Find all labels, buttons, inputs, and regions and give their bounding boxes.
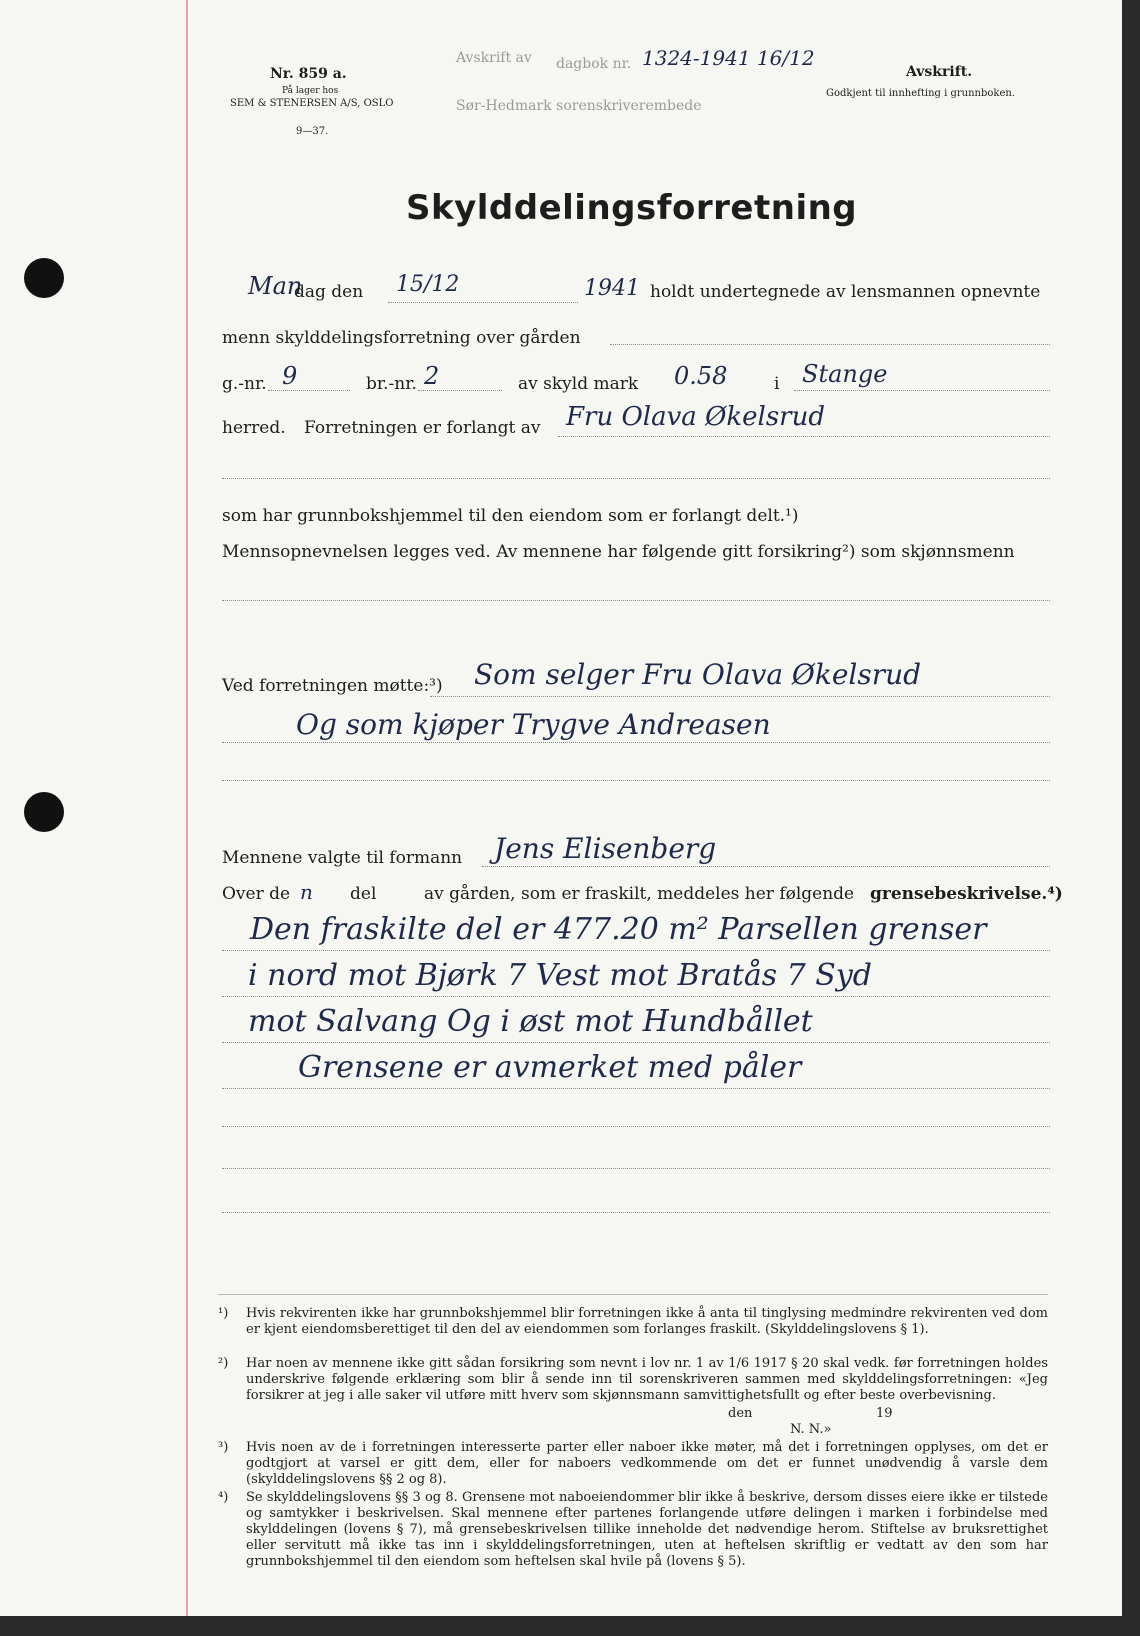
forlangt-value: Fru Olava Økelsrud — [566, 402, 825, 432]
grense-line-3: mot Salvang Og i øst mot Hundbållet — [248, 1004, 813, 1039]
grense-line-1: Den fraskilte del er 477.20 m² Parsellen grenser — [250, 912, 987, 947]
holdt-text: holdt undertegnede av lensmannen opnevnte — [650, 282, 1041, 302]
motte-line — [430, 696, 1050, 697]
forlangt-label: Forretningen er forlangt av — [304, 418, 541, 438]
over-rest: av gården, som er fraskilt, meddeles her følgende — [424, 884, 855, 904]
footnote-1 — [218, 1306, 1048, 1338]
footnote-4-mark: ⁴) — [218, 1490, 229, 1505]
footnote-4 — [218, 1490, 1048, 1570]
stamp-embede: Sør-Hedmark sorenskriverembede — [456, 98, 702, 114]
footnote-2-text: Har noen av mennene ikke gitt sådan forsikring som nevnt i lov nr. 1 av 1/6 1917 § 20 skal vedk. før forretningen holdes underskrive følgende erklæring som blir å sende inn til sorenskriveren sammen med skylddelingsforretningen: «Jeg forsikrer at jeg i alle saker vil utføre mitt hverv som skjønnsmann samvittighetsfullt og efter beste overbevisning. — [246, 1356, 1048, 1403]
footnote-3-text: Hvis noen av de i forretningen interesserte parter eller naboer ikke møter, må det i forretningen opplyses, om det er godtgjort at varsel er gitt dem, eller for naboers vedkommende om det er funnet unødvendig å varsle dem (skylddelingslovens §§ 2 og 8). — [246, 1440, 1048, 1487]
blank-line — [222, 1168, 1050, 1169]
menn-text: menn skylddelingsforretning over gården — [222, 328, 581, 348]
grense-line-2: i nord mot Bjørk 7 Vest mot Bratås 7 Syd — [248, 958, 873, 993]
gnr-line — [268, 390, 350, 391]
date-line — [388, 302, 578, 303]
stamp-avskrift-av: Avskrift av — [456, 50, 532, 66]
year-value: 1941 — [584, 276, 640, 301]
footnote-4-text: Se skylddelingslovens §§ 3 og 8. Grensene mot naboeiendommer blir ikke å beskrive, dersom disses eiere ikke er tilstede og samtykker i beskrivelsen. Skal mennene efter partenes forlangende utføre delingen i marken i forbindelse med skylddelingen (lovens § 7), må grensebeskrivelsen tillike inneholde det nødvendige herom. Stiftelse av bruksrettighet eller servitutt må ikke tas inn i skylddelingsforretningen, uten at heftelsen skriftlig er vedtatt av den som har grunnbokshjemmel til den eiendom som heftelsen skal hvile på (lovens § 5). — [246, 1490, 1048, 1569]
over-label: Over de — [222, 884, 291, 904]
blank-line — [222, 1126, 1050, 1127]
margin-rule — [186, 0, 188, 1616]
grense-rule — [222, 950, 1050, 951]
brnr-label: br.-nr. — [366, 374, 417, 394]
footnote-2-19: 19 — [876, 1406, 893, 1421]
punch-hole — [24, 792, 64, 832]
footnote-3 — [218, 1440, 1048, 1488]
blank-line — [222, 478, 1050, 479]
menns-text: Mennsopnevnelsen legges ved. Av mennene har følgende gitt forsikring²) som skjønnsmenn — [222, 542, 1015, 562]
footnote-3-mark: ³) — [218, 1440, 229, 1455]
punch-hole — [24, 258, 64, 298]
forlangt-line — [558, 436, 1050, 437]
herred-value: Stange — [802, 360, 888, 388]
avskrift-subtitle: Godkjent til innhefting i grunnboken. — [826, 88, 1015, 99]
gard-line — [610, 344, 1050, 345]
stamp-dagbok: dagbok nr. — [556, 56, 632, 72]
herred-label: herred. — [222, 418, 286, 438]
footnote-divider — [218, 1294, 1048, 1295]
motte-label: Ved forretningen møtte:³) — [222, 676, 443, 696]
gnr-label: g.-nr. — [222, 374, 267, 394]
gnr-value: 9 — [282, 362, 298, 390]
motte-line-1: Som selger Fru Olava Økelsrud — [474, 658, 922, 691]
blank-line — [222, 1212, 1050, 1213]
footnote-2-nn: N. N.» — [790, 1422, 832, 1437]
blank-line — [222, 780, 1050, 781]
grunnbok-text: som har grunnbokshjemmel til den eiendom som er forlangt delt.¹) — [222, 506, 799, 526]
grense-label: grensebeskrivelse.⁴) — [870, 884, 1063, 904]
brnr-value: 2 — [424, 362, 440, 390]
form-number: Nr. 859 a. — [270, 66, 347, 82]
page-title: Skylddelingsforretning — [406, 188, 858, 228]
grense-rule — [222, 1042, 1050, 1043]
skyld-label: av skyld mark — [518, 374, 639, 394]
footnote-2 — [218, 1356, 1048, 1404]
formann-line — [482, 866, 1050, 867]
edition: 9—37. — [296, 126, 329, 137]
footnote-1-mark: ¹) — [218, 1306, 229, 1321]
motte-line-2: Og som kjøper Trygve Andreasen — [296, 708, 771, 741]
date-value: 15/12 — [396, 272, 460, 297]
blank-line — [222, 600, 1050, 601]
footnote-2-den: den — [728, 1406, 753, 1421]
formann-label: Mennene valgte til formann — [222, 848, 463, 868]
del-label: del — [350, 884, 377, 904]
grense-rule — [222, 996, 1050, 997]
dagbok-number: 1324-1941 16/12 — [642, 46, 815, 70]
i-label: i — [774, 374, 780, 394]
formann-value: Jens Elisenberg — [494, 832, 717, 865]
grense-line-4: Grensene er avmerket med påler — [298, 1050, 802, 1085]
publisher-line: På lager hos — [282, 86, 339, 96]
footnote-2-mark: ²) — [218, 1356, 229, 1371]
brnr-line — [418, 390, 502, 391]
herred-line — [794, 390, 1050, 391]
skyld-value: 0.58 — [674, 362, 728, 390]
avskrift-title: Avskrift. — [906, 64, 973, 80]
day-prefix: Man — [248, 272, 303, 300]
publisher-name: SEM & STENERSEN A/S, OSLO — [230, 98, 394, 109]
footnote-1-text: Hvis rekvirenten ikke har grunnbokshjemmel blir forretningen ikke å anta til tinglysing medmindre rekvirenten ved dom er kjent eiendomsberettiget til den del av eiendommen som forlanges fraskilt. (Skylddelingslovens § 1). — [246, 1306, 1048, 1337]
over-hand: n — [300, 880, 313, 904]
motte-line — [222, 742, 1050, 743]
grense-rule — [222, 1088, 1050, 1089]
dag-den-label: dag den — [294, 282, 364, 302]
